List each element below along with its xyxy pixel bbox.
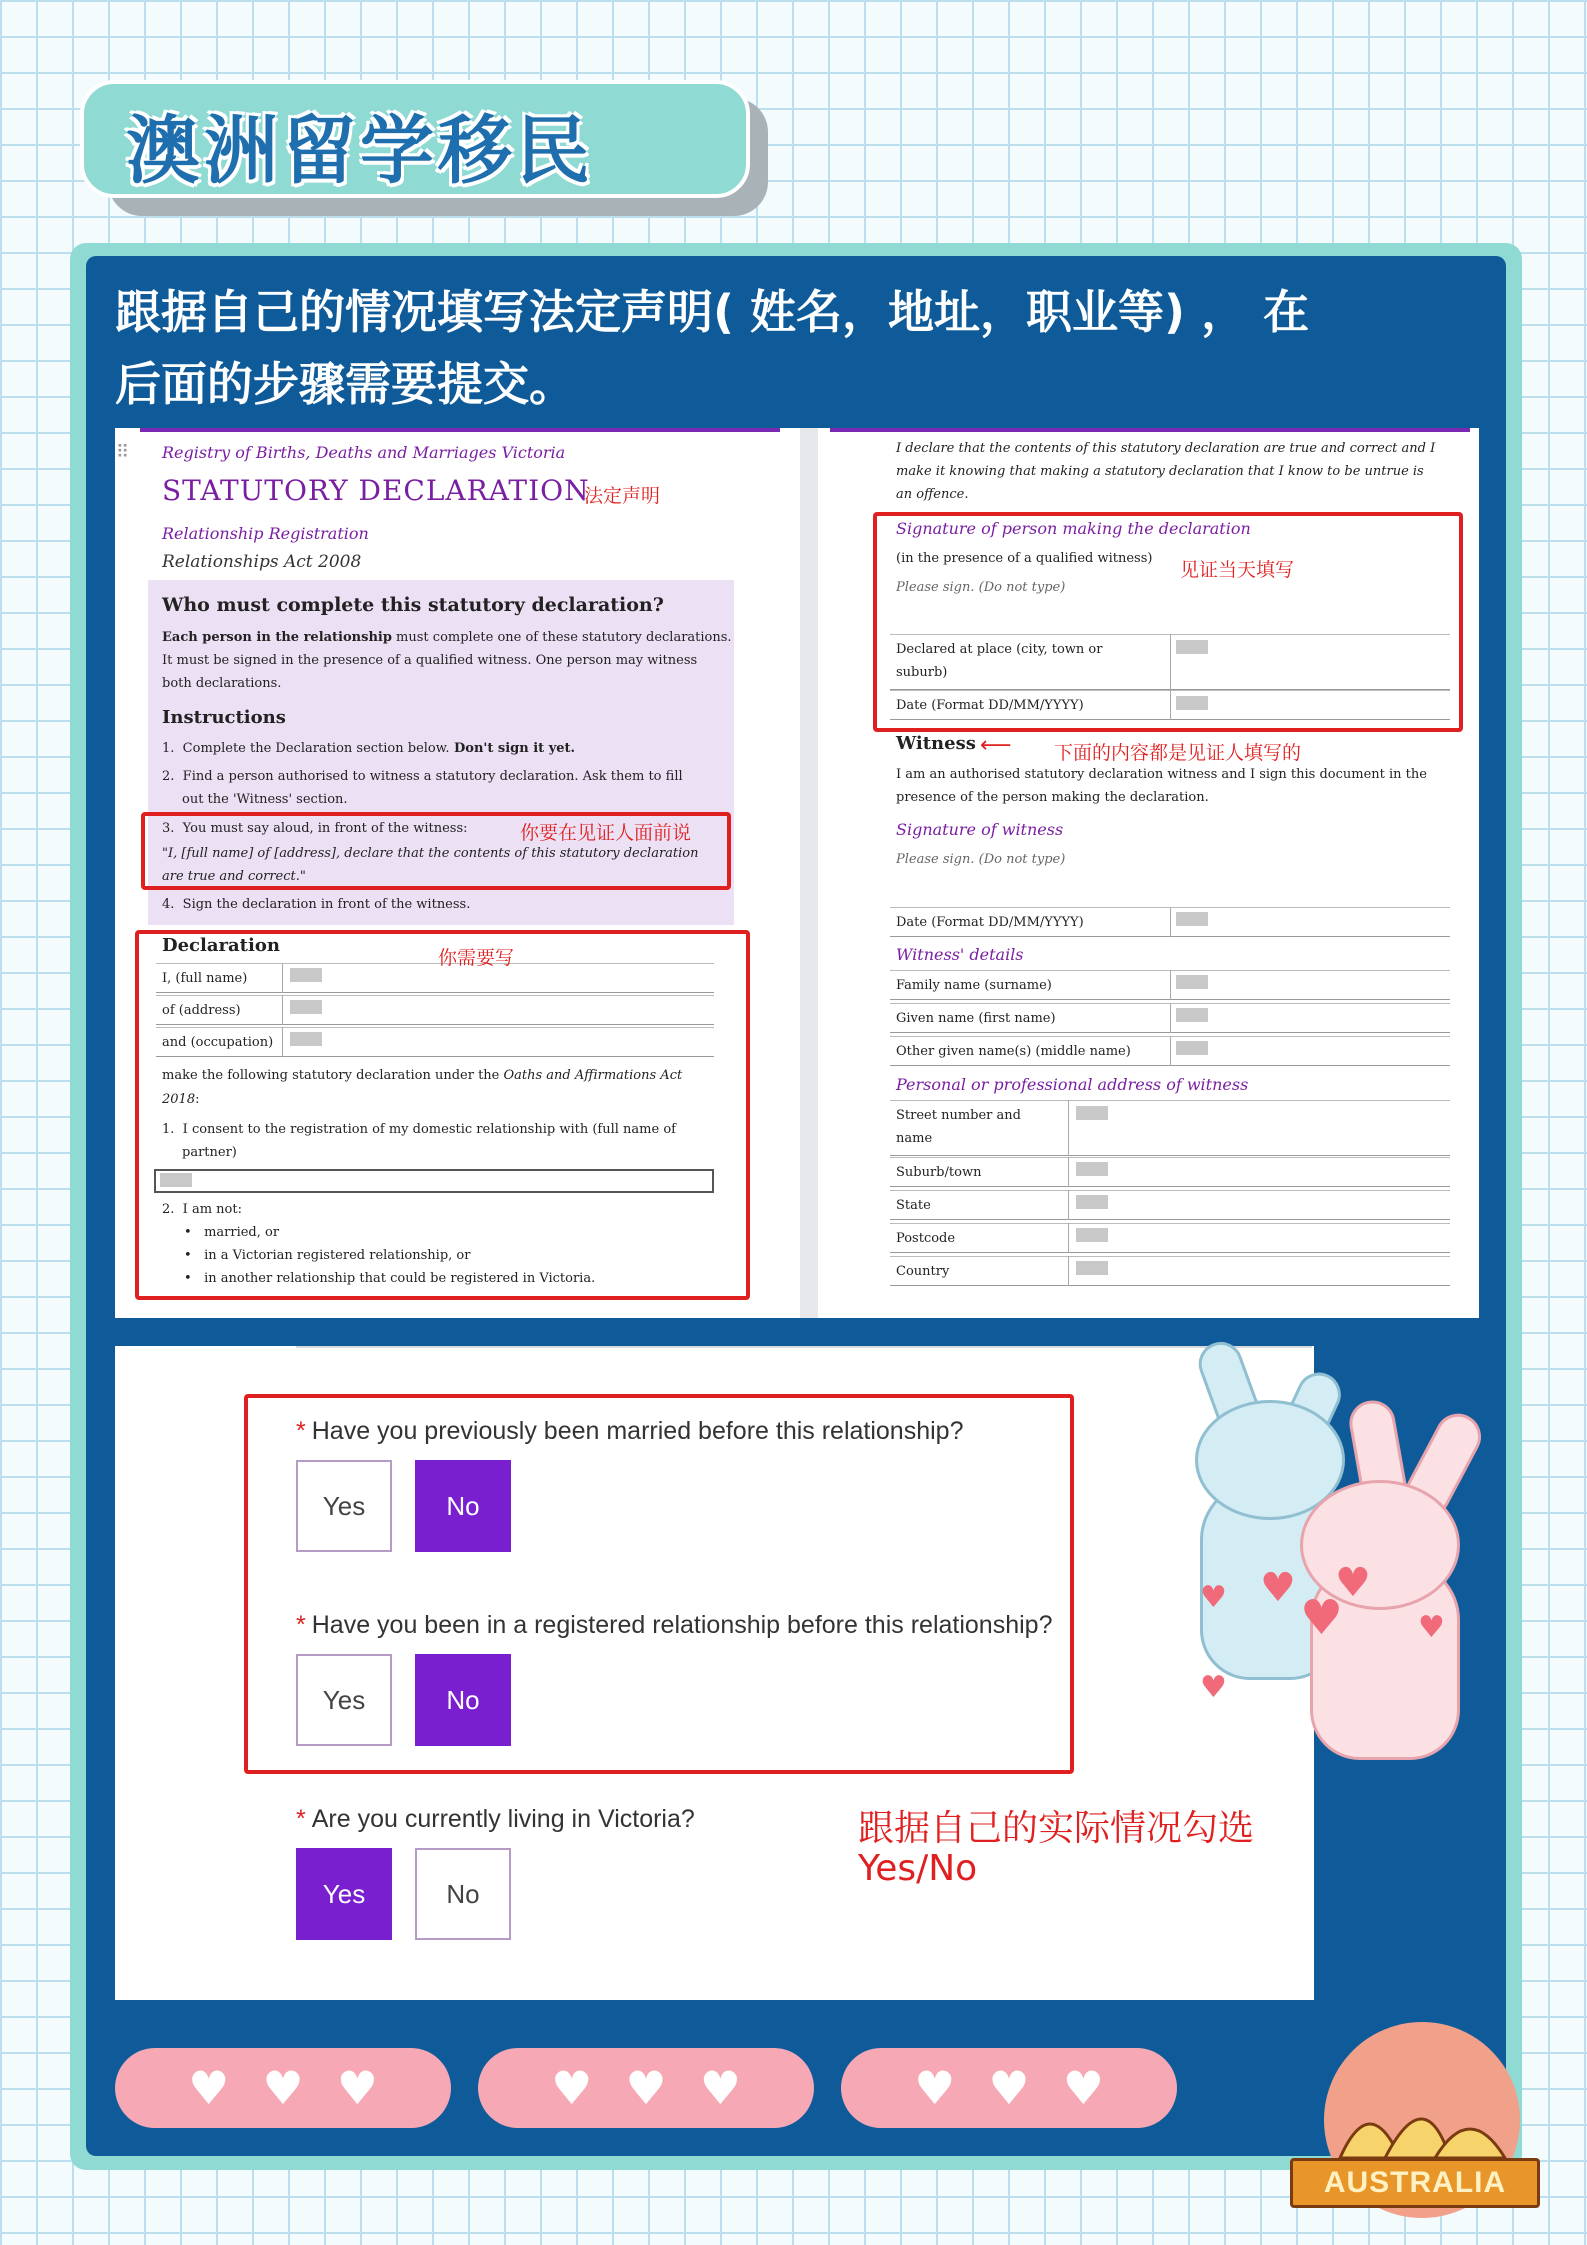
date-label: Date (Format DD/MM/YYYY): [896, 698, 1084, 713]
field-divider: [1068, 1157, 1069, 1187]
field-divider: [1068, 1190, 1069, 1220]
previously-married-no-button[interactable]: No: [415, 1460, 511, 1552]
heart-icon: ♥: [699, 2061, 741, 2115]
consent-line-1: 1. I consent to the registration of my domestic relationship with (full name of: [162, 1122, 676, 1137]
field-divider: [1170, 1003, 1171, 1033]
postcode-label: Postcode: [896, 1231, 956, 1246]
heart-pill: [478, 2048, 814, 2128]
instruction-4: 4. Sign the declaration in front of the witness.: [162, 897, 471, 912]
street-label-2: name: [896, 1131, 933, 1146]
heart-pill: [841, 2048, 1177, 2128]
sydney-opera-house-icon: [1330, 2080, 1520, 2160]
left-page-topline: [140, 428, 780, 432]
heart-icon: ♥: [1200, 1670, 1227, 1705]
document-title: STATUTORY DECLARATION: [162, 474, 590, 507]
instruction-3-quote2: are true and correct.": [162, 869, 306, 884]
instructions-heading: Instructions: [162, 707, 286, 728]
field-divider: [1068, 1100, 1069, 1156]
field-divider: [1170, 907, 1171, 937]
registered-relationship-yes-button[interactable]: Yes: [296, 1654, 392, 1746]
heart-icon: ♥: [262, 2061, 304, 2115]
state-row: [890, 1190, 1450, 1220]
given-name-label: Given name (first name): [896, 1011, 1056, 1026]
right-page-topline: [830, 428, 1470, 432]
declare-line-3: an offence.: [896, 487, 969, 502]
previously-married-yes-button[interactable]: Yes: [296, 1460, 392, 1552]
question-previously-married: * Have you previously been married before this relationship?: [296, 1417, 964, 1445]
who-line-2: It must be signed in the presence of a qualified witness. One person may witness: [162, 653, 698, 668]
heart-icon: ♥: [1335, 1560, 1371, 1606]
australia-banner: AUSTRALIA: [1290, 2158, 1540, 2208]
family-name-input[interactable]: [1176, 975, 1208, 989]
country-label: Country: [896, 1264, 950, 1279]
document-page-gap: [800, 428, 818, 1318]
declaration-heading: Declaration: [162, 935, 280, 956]
annotation-choose-yes-no-1: 跟据自己的实际情况勾选: [858, 1808, 1255, 1849]
heart-icon: ♥: [1260, 1565, 1296, 1611]
field-divider: [1170, 970, 1171, 1000]
heart-icon: ♥: [625, 2061, 667, 2115]
make-declaration-line-1: make the following statutory declaration under the Oaths and Affirmations Act: [162, 1068, 683, 1083]
who-line-3: both declarations.: [162, 676, 282, 691]
signature-heading: Signature of person making the declaration: [896, 519, 1251, 538]
postcode-row: [890, 1223, 1450, 1253]
annotation-choose-yes-no-2: Yes/No: [858, 1848, 978, 1889]
instruction-heading-line1: 跟据自己的情况填写法定声明( 姓名，地址，职业等) ， 在: [115, 285, 1310, 339]
annotation-legal-declaration: 法定声明: [584, 485, 661, 507]
witness-heading: Witness: [896, 733, 976, 754]
heart-icon: ♥: [988, 2061, 1030, 2115]
registry-name: Registry of Births, Deaths and Marriages Victoria: [162, 443, 566, 462]
heart-icon: ♥: [1418, 1610, 1445, 1645]
signature-of-witness: Signature of witness: [896, 820, 1064, 839]
instruction-2b: out the 'Witness' section.: [182, 792, 348, 807]
field-divider: [1170, 1036, 1171, 1066]
make-declaration-line-2: 2018:: [162, 1092, 200, 1107]
please-sign-witness: Please sign. (Do not type): [896, 852, 1066, 867]
doc-subtitle-2: Relationships Act 2008: [162, 552, 362, 572]
who-heading: Who must complete this statutory declaration?: [162, 594, 664, 616]
suburb-input[interactable]: [1076, 1162, 1108, 1176]
question-registered-relationship: * Have you been in a registered relationship before this relationship?: [296, 1611, 1053, 1639]
heart-icon: ♥: [1062, 2061, 1104, 2115]
drag-handle-icon[interactable]: ⠿: [116, 442, 130, 463]
bullet-item: • married, or: [184, 1225, 280, 1240]
bullet-item: • in another relationship that could be registered in Victoria.: [184, 1271, 596, 1286]
heart-pill: [115, 2048, 451, 2128]
highlight-declaration: [135, 930, 750, 1300]
living-in-victoria-no-button[interactable]: No: [415, 1848, 511, 1940]
witness-date-input[interactable]: [1176, 912, 1208, 926]
family-name-label: Family name (surname): [896, 978, 1052, 993]
field-divider: [1068, 1256, 1069, 1286]
annotation-witness-day: 见证当天填写: [1180, 559, 1295, 581]
page-title: 澳洲留学移民: [126, 108, 594, 194]
witness-date-label: Date (Format DD/MM/YYYY): [896, 915, 1084, 930]
declared-at-label-2: suburb): [896, 665, 948, 680]
bullet-item: • in a Victorian registered relationship, or: [184, 1248, 471, 1263]
other-names-label: Other given name(s) (middle name): [896, 1044, 1131, 1059]
given-name-input[interactable]: [1176, 1008, 1208, 1022]
instruction-heading-line2: 后面的步骤需要提交。: [115, 357, 575, 411]
other-names-input[interactable]: [1176, 1041, 1208, 1055]
state-label: State: [896, 1198, 931, 1213]
heart-icon: ♥: [336, 2061, 378, 2115]
annotation-you-write: 你需要写: [438, 947, 515, 969]
registered-relationship-no-button[interactable]: No: [415, 1654, 511, 1746]
annotation-say-before-witness: 你要在见证人面前说: [520, 822, 692, 844]
heart-icon: ♥: [188, 2061, 230, 2115]
instruction-1: 1. Complete the Declaration section below. Don't sign it yet.: [162, 741, 576, 756]
highlight-signature: [873, 512, 1463, 732]
i-am-not: 2. I am not:: [162, 1202, 242, 1217]
country-input[interactable]: [1076, 1261, 1108, 1275]
please-sign: Please sign. (Do not type): [896, 580, 1066, 595]
witness-text-1: I am an authorised statutory declaration witness and I sign this document in the: [896, 767, 1427, 782]
living-in-victoria-yes-button[interactable]: Yes: [296, 1848, 392, 1940]
instruction-heading: [115, 276, 1475, 420]
arrow-left-icon: ⟵: [980, 733, 1012, 758]
field-divider: [1068, 1223, 1069, 1253]
declare-line-1: I declare that the contents of this statutory declaration are true and correct and I: [896, 441, 1436, 456]
heart-icon: ♥: [551, 2061, 593, 2115]
instruction-2: 2. Find a person authorised to witness a statutory declaration. Ask them to fill: [162, 769, 683, 784]
address-label: of (address): [162, 1003, 241, 1018]
who-line-1: Each person in the relationship must complete one of these statutory declarations.: [162, 630, 732, 645]
questions-topline: [296, 1346, 1312, 1348]
full-name-label: I, (full name): [162, 971, 248, 986]
street-label-1: Street number and: [896, 1108, 1021, 1123]
signature-presence: (in the presence of a qualified witness): [896, 551, 1153, 566]
declare-line-2: make it knowing that making a statutory declaration that I know to be untrue is: [896, 464, 1424, 479]
question-living-in-victoria: * Are you currently living in Victoria?: [296, 1805, 695, 1833]
doc-subtitle-1: Relationship Registration: [162, 524, 369, 543]
heart-icon: ♥: [1200, 1580, 1227, 1615]
instruction-3-quote1: "I, [full name] of [address], declare that the contents of this statutory declaration: [162, 846, 699, 861]
suburb-label: Suburb/town: [896, 1165, 982, 1180]
witness-address-heading: Personal or professional address of witness: [896, 1075, 1249, 1094]
postcode-input[interactable]: [1076, 1228, 1108, 1242]
annotation-below-witness: 下面的内容都是见证人填写的: [1054, 742, 1302, 764]
witness-details-heading: Witness' details: [896, 945, 1024, 964]
consent-line-2: partner): [182, 1145, 237, 1160]
declared-at-label-1: Declared at place (city, town or: [896, 642, 1103, 657]
street-input[interactable]: [1076, 1106, 1108, 1120]
highlight-questions: [244, 1394, 1074, 1774]
state-input[interactable]: [1076, 1195, 1108, 1209]
occupation-label: and (occupation): [162, 1035, 274, 1050]
instruction-3: 3. You must say aloud, in front of the witness:: [162, 821, 468, 836]
witness-text-2: presence of the person making the declaration.: [896, 790, 1209, 805]
country-row: [890, 1256, 1450, 1286]
heart-icon: ♥: [1300, 1590, 1344, 1646]
heart-icon: ♥: [914, 2061, 956, 2115]
